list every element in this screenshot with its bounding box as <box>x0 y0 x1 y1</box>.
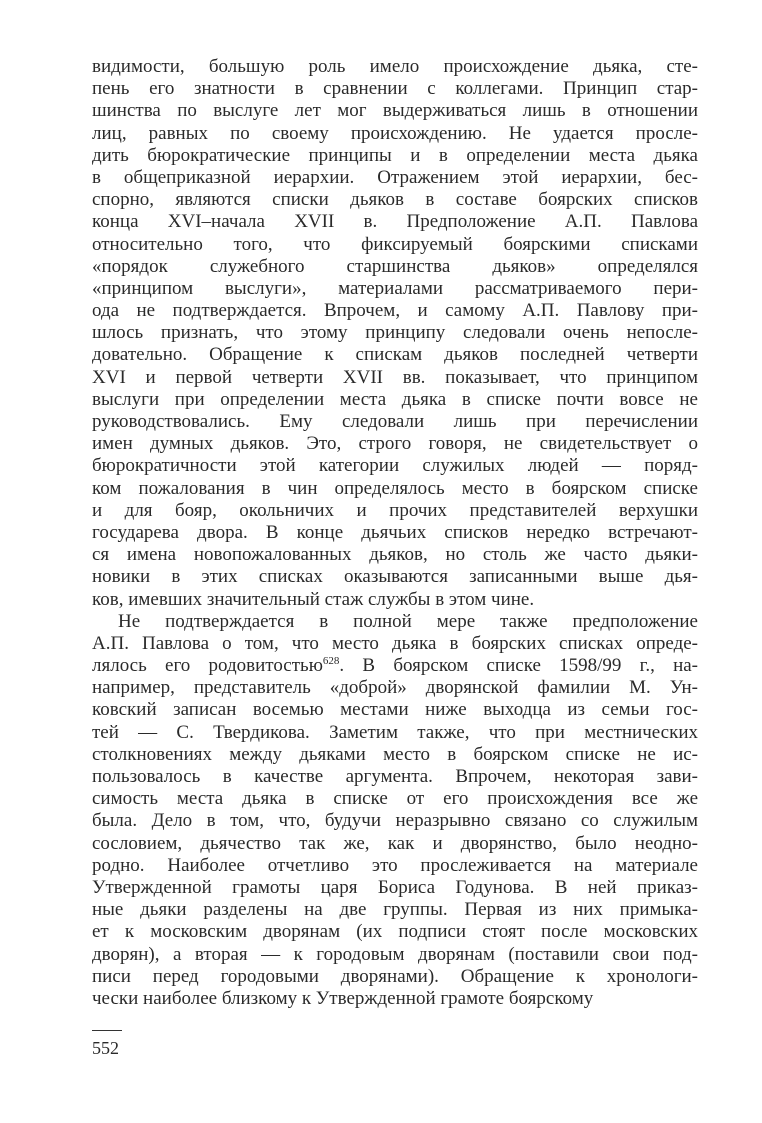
line-text: довательно. Обращение к спискам дьяков последней четверти <box>92 344 698 366</box>
text-line <box>92 411 698 433</box>
line-text: имен думных дьяков. Это, строго говоря, не свидетельствует о <box>92 433 698 455</box>
line-text: сословием, дьячество так же, как и дворянство, было неодно- <box>92 832 698 854</box>
line-text: ода не подтверждается. Впрочем, и самому А.П. Павлову при- <box>92 300 698 322</box>
text-line <box>92 788 698 810</box>
text-line <box>92 278 698 300</box>
text-line <box>92 944 698 966</box>
text-line <box>92 300 698 322</box>
line-text: лиц, равных по своему происхождению. Не удается просле- <box>92 122 698 144</box>
line-text: симость места дьяка в списке от его происхождения все же <box>92 788 698 810</box>
text-line <box>92 633 698 655</box>
text-line <box>92 988 698 1010</box>
text-line <box>92 234 698 256</box>
line-text: в общеприказной иерархии. Отражением этой иерархии, бес- <box>92 166 698 188</box>
text-line <box>92 367 698 389</box>
text-line <box>92 56 698 78</box>
line-text: дворян), а вторая — к городовым дворянам (поставили свои под- <box>92 943 698 965</box>
page-number: 552 <box>92 1038 119 1058</box>
text-line <box>92 145 698 167</box>
text-line <box>92 744 698 766</box>
line-text: выслуги при определении места дьяка в списке почти вовсе не <box>92 388 698 410</box>
line-text: ков, имевших значительный стаж службы в этом чине. <box>92 588 535 610</box>
line-text: государева двора. В конце дьячьих списков нередко встречают- <box>92 521 698 543</box>
text-line <box>92 78 698 100</box>
text-line <box>92 478 698 500</box>
text-line <box>92 833 698 855</box>
text-line <box>92 877 698 899</box>
text-line <box>92 699 698 721</box>
line-text: лялось его родовитостью <box>92 655 323 677</box>
line-text: ет к московским дворянам (их подписи стоят после московских <box>92 921 698 943</box>
text-line <box>92 433 698 455</box>
line-text: родно. Наиболее отчетливо это прослеживается на материале <box>92 854 698 876</box>
text-line <box>92 256 698 278</box>
text-line <box>92 344 698 366</box>
text-line <box>92 810 698 832</box>
line-text: А.П. Павлова о том, что место дьяка в боярских списках опреде- <box>92 632 698 654</box>
line-text: ком пожалования в чин определялось место в боярском списке <box>92 477 698 499</box>
text-line <box>92 899 698 921</box>
line-text: новики в этих списках оказываются записанными выше дья- <box>92 566 698 588</box>
line-text: дить бюрократические принципы и в определении места дьяка <box>92 144 698 166</box>
text-line <box>92 966 698 988</box>
text-line <box>92 766 698 788</box>
text-line <box>92 100 698 122</box>
page-body <box>92 56 698 1010</box>
line-text: столкновениях между дьяками место в боярском списке не ис- <box>92 743 698 765</box>
line-text: спорно, являются списки дьяков в составе боярских списков <box>92 189 698 211</box>
line-text: писи перед городовыми дворянами). Обращение к хронологи- <box>92 965 698 987</box>
line-text: и для бояр, окольничих и прочих представителей верхушки <box>92 499 698 521</box>
line-text: ковский записан восемью местами ниже выходца из семьи гос- <box>92 699 698 721</box>
line-text: относительно того, что фиксируемый боярскими списками <box>92 233 698 255</box>
text-line <box>92 544 698 566</box>
text-line <box>92 389 698 411</box>
line-text: конца XVI–начала XVII в. Предположение А.П. Павлова <box>92 211 698 233</box>
text-line <box>92 211 698 233</box>
text-line <box>92 566 698 588</box>
line-text: шинства по выслуге лет мог выдерживаться лишь в отношении <box>92 100 698 122</box>
text-line <box>92 500 698 522</box>
page-number-rule <box>92 1030 122 1031</box>
text-line <box>92 455 698 477</box>
line-text: . В боярском списке 1598/99 г., на- <box>339 655 698 677</box>
line-text: была. Дело в том, что, будучи неразрывно связано со служилым <box>92 810 698 832</box>
line-text: руководствовались. Ему следовали лишь при перечислении <box>92 411 698 432</box>
text-line <box>92 322 698 344</box>
line-text: например, представитель «доброй» дворянской фамилии М. Ун- <box>92 677 698 699</box>
text-line <box>92 522 698 544</box>
line-text: пень его знатности в сравнении с коллегами. Принцип стар- <box>92 78 698 100</box>
line-text: видимости, большую роль имело происхождение дьяка, сте- <box>92 56 698 77</box>
line-text: Не подтверждается в полной мере также предположение <box>118 610 698 632</box>
line-text: бюрократичности этой категории служилых людей — поряд- <box>92 455 698 477</box>
text-line <box>92 589 698 611</box>
line-text: чески наиболее близкому к Утвержденной грамоте боярскому <box>92 987 594 1009</box>
line-text: «порядок служебного старшинства дьяков» определялся <box>92 255 698 277</box>
text-line <box>92 123 698 145</box>
text-line <box>92 921 698 943</box>
line-text: «принципом выслуги», материалами рассматриваемого пери- <box>92 277 698 299</box>
line-text: шлось признать, что этому принципу следовали очень непосле- <box>92 322 698 344</box>
line-text: Утвержденной грамоты царя Бориса Годунова. В ней приказ- <box>92 876 698 898</box>
line-text: ся имена новопожалованных дьяков, но столь же часто дьяки- <box>92 544 698 566</box>
text-line <box>92 167 698 189</box>
text-line <box>92 677 698 699</box>
text-line <box>92 855 698 877</box>
text-line <box>92 189 698 211</box>
text-line <box>92 655 698 677</box>
line-text: пользовалось в качестве аргумента. Впрочем, некоторая зави- <box>92 766 698 787</box>
text-line <box>92 611 698 633</box>
footnote-reference[interactable]: 628 <box>322 655 340 668</box>
line-text: тей — С. Твердикова. Заметим также, что при местнических <box>92 721 698 743</box>
text-line <box>92 722 698 744</box>
line-text: ные дьяки разделены на две группы. Первая из них примыка- <box>92 899 698 921</box>
line-text: XVI и первой четверти XVII вв. показывает, что принципом <box>92 366 698 388</box>
